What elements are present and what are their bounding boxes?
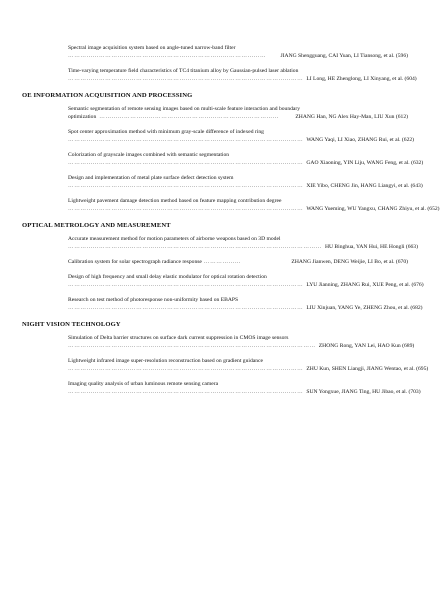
entry-title: Colorization of grayscale images combined with semantic segmentation [68,152,230,158]
toc-entry [68,357,429,373]
toc-entry [68,105,408,121]
toc-entry [68,296,423,312]
toc-entry [68,380,421,396]
leader-dots: …………………………………………………………………………………………………………… [68,244,322,250]
entry-authors: ZHANG Han, NG Alex Hay-Man, LIU Xun (612) [295,114,408,120]
section-title: OPTICAL METROLOGY AND MEASUREMENT [22,222,171,229]
toc-content [22,44,440,403]
toc-entry [68,235,418,251]
leader-dots: …………………………………………………………………………………… [68,53,267,59]
entry-title-continued: optimization [68,114,97,120]
entry-title: Lightweight pavement damage detection method based on feature mapping contribution degree [68,198,282,204]
entry-title: Simulation of Delta barrier structures on surface dark current suppression in CMOS image sensors [68,335,289,341]
leader-dots: …………………………………………………………………………………………………… [68,305,304,311]
toc-entry [68,197,440,213]
toc-entry [68,44,408,60]
entry-title: Semantic segmentation of remote sensing images based on multi-scale feature interaction and boundary [68,106,301,112]
toc-entry [68,128,415,144]
leader-dots: …………………………………………………………………………………………………… [68,206,304,212]
section-oe-information [22,91,440,213]
entry-authors: ZHONG Rong, YAN Lei, HAO Kun (689) [318,343,415,349]
toc-entry [68,174,423,190]
entry-title: Research on test method of photoresponse non-uniformity based on EBAPS [68,297,239,303]
entry-authors: HU Binghua, YAN Hui, HE Hongli (663) [324,244,418,250]
entry-authors: LYU Jianning, ZHANG Rui, XUE Peng, et al. (676) [306,282,424,288]
intro-entries [22,44,417,83]
section-night-vision [22,320,429,396]
entry-authors: SUN Yongxue, JIANG Ting, HU Jibao, et al. (703) [306,389,421,395]
toc-entry [68,258,408,266]
entry-authors: WANG Yueming, WU Yangxu, CHANG Zhiyu, et al. (652) [306,206,440,212]
entry-title: Design of high frequency and small delay elastic modulator for optical rotation detection [68,274,267,280]
leader-dots: …………………………………………………………………………………………………… [68,183,304,189]
leader-dots: ……………… [203,259,242,265]
entry-title: Time-varying temperature field characteristics of TC4 titanium alloy by Gaussian-pulsed laser ablation [68,68,299,74]
leader-dots: …………………………………………………………………………………………………… [68,389,304,395]
leader-dots: …………………………………………………………………………………………………… [68,160,304,166]
section-optical-metrology [22,221,424,312]
section-title: NIGHT VISION TECHNOLOGY [22,321,121,328]
leader-dots: ………………………………………………………………………………………………………… [68,343,316,349]
entry-authors: LIU Xinjuan, YANG Ye, ZHENG Zhou, et al. (682) [306,305,423,311]
entry-title: Imaging quality analysis of urban luminous remote sensing camera [68,381,219,387]
entry-authors: LI Long, HE Zhenglong, LI Xinyang, et al. (604) [306,76,417,82]
leader-dots: …………………………………………………………………………………………………… [68,76,304,82]
toc-entry [68,67,417,83]
entry-title: Calibration system for solar spectrograph radiance response [68,259,202,265]
entry-title: Lightweight infrared image super-resolution reconstruction based on gradient guidance [68,358,263,364]
entry-authors: XIE Yibo, CHENG Jin, HANG Liangyi, et al. (643) [306,183,423,189]
entry-title: Spectral image acquisition system based on angle-tuned narrow-band filter [68,45,236,51]
entry-title: Design and implementation of metal plate surface defect detection system [68,175,234,181]
toc-entry [68,334,415,350]
entry-authors: JIANG Shengguang, CAI Yuan, LI Tiansong, et al. (596) [280,53,408,59]
entry-authors: ZHANG Jianwen, DENG Weijie, LI Bo, et al. (670) [291,259,408,265]
toc-entry [68,273,424,289]
leader-dots: …………………………………………………………………………… [99,114,279,120]
leader-dots: …………………………………………………………………………………………………… [68,282,304,288]
leader-dots: …………………………………………………………………………………………………… [68,366,304,372]
entry-authors: WANG Yaqi, LI Xiao, ZHANG Rui, et al. (622) [306,137,415,143]
entry-authors: GAO Xiaoning, YIN Liju, WANG Feng, et al. (632) [306,160,424,166]
entry-title: Spot center approximation method with minimum gray-scale difference of indexed ring [68,129,264,135]
leader-dots: …………………………………………………………………………………………………… [68,137,304,143]
entry-title: Accurate measurement method for motion parameters of airborne weapons based on 3D model [68,236,281,242]
entry-authors: ZHU Kun, SHEN Liangji, JIANG Wentao, et al. (695) [306,366,429,372]
toc-entry [68,151,424,167]
section-title: OE INFORMATION ACQUISITION AND PROCESSING [22,92,193,99]
